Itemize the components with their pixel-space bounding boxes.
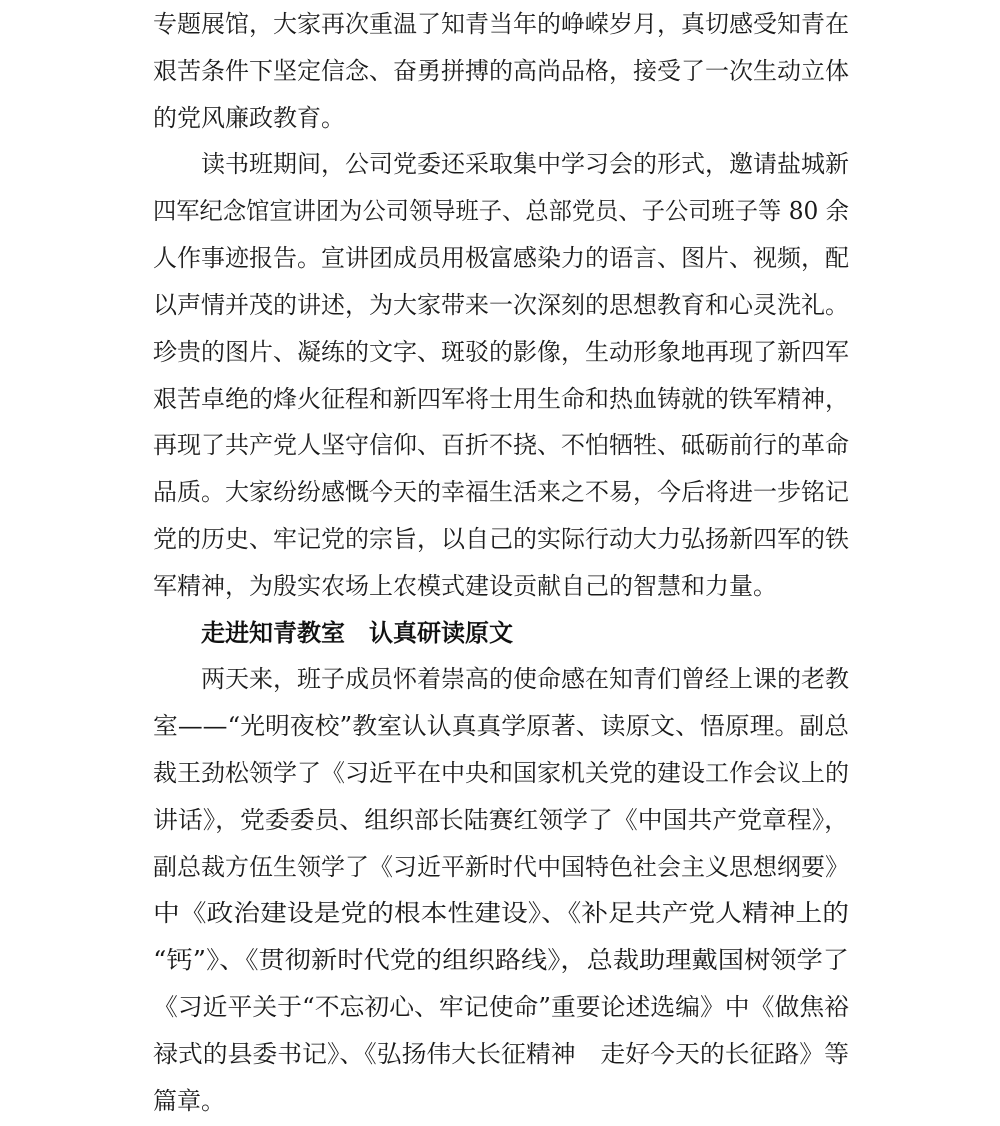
text-line: 禄式的县委书记》、《弘扬伟大长征精神 走好今天的长征路》等 (153, 1040, 849, 1068)
text-line: 军精神，为殷实农场上农模式建设贡献自己的智慧和力量。 (153, 572, 777, 600)
text-line: 专题展馆，大家再次重温了知青当年的峥嵘岁月，真切感受知青在 (153, 10, 849, 38)
text-line: 以声情并茂的讲述，为大家带来一次深刻的思想教育和心灵洗礼。 (153, 291, 849, 319)
text-line: 四军纪念馆宣讲团为公司领导班子、总部党员、子公司班子等 80 余 (153, 197, 849, 225)
text-line: 两天来，班子成员怀着崇高的使命感在知青们曾经上课的老教 (201, 665, 849, 693)
text-line: 的党风廉政教育。 (153, 104, 345, 132)
text-line: 裁王劲松领学了《习近平在中央和国家机关党的建设工作会议上的 (153, 759, 849, 787)
text-line: 党的历史、牢记党的宗旨，以自己的实际行动大力弘扬新四军的铁 (153, 525, 849, 553)
text-line: 珍贵的图片、凝练的文字、斑驳的影像，生动形象地再现了新四军 (153, 338, 849, 366)
text-line: 副总裁方伍生领学了《习近平新时代中国特色社会主义思想纲要》 (153, 853, 849, 881)
text-line: 读书班期间，公司党委还采取集中学习会的形式，邀请盐城新 (201, 150, 849, 178)
text-line: 室——“光明夜校”教室认认真真学原著、读原文、悟原理。副总 (153, 712, 849, 740)
text-line: 篇章。 (153, 1087, 225, 1115)
text-line: 人作事迹报告。宣讲团成员用极富感染力的语言、图片、视频，配 (153, 244, 849, 272)
text-line: 艰苦条件下坚定信念、奋勇拼搏的高尚品格，接受了一次生动立体 (153, 57, 849, 85)
section-heading: 走进知青教室 认真研读原文 (201, 618, 513, 647)
text-line: 再现了共产党人坚守信仰、百折不挠、不怕牺牲、砥砺前行的革命 (153, 431, 849, 459)
text-line: 品质。大家纷纷感慨今天的幸福生活来之不易，今后将进一步铭记 (153, 478, 849, 506)
text-line: 讲话》，党委委员、组织部长陆赛红领学了《中国共产党章程》， (153, 806, 849, 834)
text-line: 中《政治建设是党的根本性建设》、《补足共产党人精神上的 (153, 899, 849, 927)
text-line: 《习近平关于“不忘初心、牢记使命”重要论述选编》中《做焦裕 (153, 993, 849, 1021)
text-line: 艰苦卓绝的烽火征程和新四军将士用生命和热血铸就的铁军精神， (153, 385, 849, 413)
text-line: “钙”》、《贯彻新时代党的组织路线》，总裁助理戴国树领学了 (153, 946, 849, 974)
